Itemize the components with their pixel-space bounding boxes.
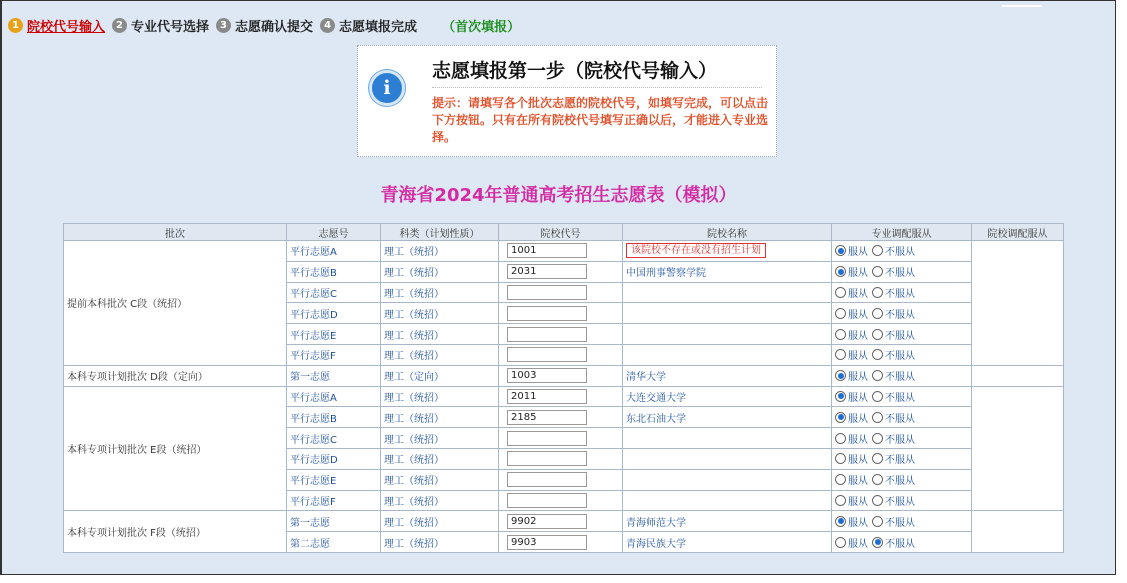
vol-no-cell: 平行志愿D bbox=[287, 303, 381, 324]
school-name-cell: 大连交通大学 bbox=[623, 386, 832, 407]
vol-no-cell: 平行志愿A bbox=[287, 386, 381, 407]
not-obey-label: 不服从 bbox=[885, 372, 915, 384]
category-cell: 理工（统招） bbox=[381, 386, 499, 407]
category-cell: 理工（统招） bbox=[381, 407, 499, 428]
info-title: 志愿填报第一步（院校代号输入） bbox=[432, 56, 762, 88]
not-obey-radio[interactable] bbox=[872, 537, 883, 548]
step-4-number-icon: 4 bbox=[320, 18, 335, 33]
obey-radio[interactable] bbox=[835, 474, 846, 485]
not-obey-label: 不服从 bbox=[885, 309, 915, 321]
category-cell: 理工（定向） bbox=[381, 365, 499, 386]
header-school-name: 院校名称 bbox=[623, 224, 832, 241]
header-vol-no: 志愿号 bbox=[287, 224, 381, 241]
school-code-input[interactable] bbox=[507, 347, 587, 362]
info-icon: i bbox=[369, 70, 405, 106]
obey-radio[interactable] bbox=[835, 516, 846, 527]
category-cell: 理工（统招） bbox=[381, 344, 499, 365]
obey-radio[interactable] bbox=[835, 349, 846, 360]
category-cell: 理工（统招） bbox=[381, 261, 499, 282]
major-adjust-cell bbox=[832, 344, 972, 365]
obey-label: 服从 bbox=[848, 247, 868, 259]
category-cell: 理工（统招） bbox=[381, 448, 499, 469]
school-name-cell: 青海师范大学 bbox=[623, 511, 832, 532]
school-code-input[interactable] bbox=[507, 327, 587, 342]
major-adjust-cell bbox=[832, 241, 972, 262]
school-code-cell bbox=[499, 428, 623, 449]
obey-radio[interactable] bbox=[835, 329, 846, 340]
school-code-cell bbox=[499, 324, 623, 345]
obey-label: 服从 bbox=[848, 496, 868, 508]
vol-no-cell: 第一志愿 bbox=[287, 511, 381, 532]
school-code-input[interactable] bbox=[507, 472, 587, 487]
major-adjust-cell bbox=[832, 448, 972, 469]
vol-no-cell: 平行志愿B bbox=[287, 261, 381, 282]
not-obey-radio[interactable] bbox=[872, 453, 883, 464]
obey-radio[interactable] bbox=[835, 433, 846, 444]
obey-radio[interactable] bbox=[835, 287, 846, 298]
category-cell: 理工（统招） bbox=[381, 282, 499, 303]
obey-radio[interactable] bbox=[835, 391, 846, 402]
obey-label: 服从 bbox=[848, 309, 868, 321]
not-obey-label: 不服从 bbox=[885, 455, 915, 467]
vol-no-cell: 第一志愿 bbox=[287, 365, 381, 386]
school-name-cell bbox=[623, 241, 832, 262]
vol-no-cell: 平行志愿F bbox=[287, 344, 381, 365]
step-3 bbox=[216, 16, 313, 35]
vol-no-cell: 第二志愿 bbox=[287, 532, 381, 553]
step-4-label: 志愿填报完成 bbox=[339, 19, 418, 35]
step-2-number-icon: 2 bbox=[112, 18, 127, 33]
info-hint: 提示：请填写各个批次志愿的院校代号，如填写完成，可以点击下方按钮。只有在所有院校代号填写正确以后，才能进入专业选择。 bbox=[432, 96, 769, 144]
school-code-input[interactable]: 2011 bbox=[507, 389, 587, 404]
school-name-cell bbox=[623, 324, 832, 345]
category-cell: 理工（统招） bbox=[381, 490, 499, 511]
step-1-number-icon: 1 bbox=[8, 18, 23, 33]
step-3-number-icon: 3 bbox=[216, 18, 231, 33]
not-obey-label: 不服从 bbox=[885, 434, 915, 446]
school-name-cell: 清华大学 bbox=[623, 365, 832, 386]
school-code-cell bbox=[499, 448, 623, 469]
step-1[interactable] bbox=[8, 16, 105, 35]
obey-label: 服从 bbox=[848, 413, 868, 425]
school-name-cell bbox=[623, 282, 832, 303]
batch-cell: 提前本科批次 C段（统招） bbox=[64, 241, 287, 366]
volunteer-table bbox=[63, 223, 1064, 553]
vol-no-cell: 平行志愿E bbox=[287, 469, 381, 490]
info-box bbox=[357, 45, 777, 157]
not-obey-radio[interactable] bbox=[872, 370, 883, 381]
school-code-cell bbox=[499, 407, 623, 428]
major-adjust-cell bbox=[832, 511, 972, 532]
table-row bbox=[64, 365, 1064, 386]
school-code-input[interactable]: 2031 bbox=[507, 264, 587, 279]
obey-label: 服从 bbox=[848, 476, 868, 488]
not-obey-radio[interactable] bbox=[872, 349, 883, 360]
school-code-cell bbox=[499, 303, 623, 324]
not-obey-label: 不服从 bbox=[885, 476, 915, 488]
not-obey-radio[interactable] bbox=[872, 516, 883, 527]
page-title: 青海省2024年普通高考招生志愿表（模拟） bbox=[380, 185, 737, 206]
top-divider bbox=[1002, 5, 1042, 7]
major-adjust-cell bbox=[832, 365, 972, 386]
not-obey-radio[interactable] bbox=[872, 433, 883, 444]
school-error-message: 该院校不存在或没有招生计划 bbox=[626, 243, 766, 258]
not-obey-label: 不服从 bbox=[885, 496, 915, 508]
school-code-input[interactable] bbox=[507, 306, 587, 321]
school-code-input[interactable] bbox=[507, 431, 587, 446]
not-obey-radio[interactable] bbox=[872, 287, 883, 298]
vol-no-cell: 平行志愿C bbox=[287, 282, 381, 303]
not-obey-radio[interactable] bbox=[872, 412, 883, 423]
category-cell: 理工（统招） bbox=[381, 241, 499, 262]
not-obey-label: 不服从 bbox=[885, 247, 915, 259]
obey-radio[interactable] bbox=[835, 266, 846, 277]
school-code-input[interactable] bbox=[507, 285, 587, 300]
school-code-input[interactable] bbox=[507, 451, 587, 466]
vol-no-cell: 平行志愿C bbox=[287, 428, 381, 449]
vol-no-cell: 平行志愿D bbox=[287, 448, 381, 469]
school-code-cell bbox=[499, 469, 623, 490]
major-adjust-cell bbox=[832, 469, 972, 490]
step-4 bbox=[320, 16, 417, 35]
major-adjust-cell bbox=[832, 324, 972, 345]
vol-no-cell: 平行志愿A bbox=[287, 241, 381, 262]
table-row bbox=[64, 511, 1064, 532]
batch-cell: 本科专项计划批次 E段（统招） bbox=[64, 386, 287, 511]
obey-label: 服从 bbox=[848, 330, 868, 342]
school-adjust-cell bbox=[972, 386, 1064, 511]
major-adjust-cell bbox=[832, 261, 972, 282]
school-name-cell: 中国刑事警察学院 bbox=[623, 261, 832, 282]
not-obey-label: 不服从 bbox=[885, 538, 915, 550]
not-obey-radio[interactable] bbox=[872, 329, 883, 340]
not-obey-label: 不服从 bbox=[885, 330, 915, 342]
school-name-cell bbox=[623, 469, 832, 490]
obey-label: 服从 bbox=[848, 288, 868, 300]
header-school-code: 院校代号 bbox=[499, 224, 623, 241]
obey-label: 服从 bbox=[848, 392, 868, 404]
category-cell: 理工（统招） bbox=[381, 428, 499, 449]
not-obey-label: 不服从 bbox=[885, 517, 915, 529]
not-obey-radio[interactable] bbox=[872, 308, 883, 319]
school-name-cell bbox=[623, 428, 832, 449]
obey-label: 服从 bbox=[848, 434, 868, 446]
school-name-cell bbox=[623, 344, 832, 365]
major-adjust-cell bbox=[832, 303, 972, 324]
school-code-input[interactable]: 9903 bbox=[507, 535, 587, 550]
not-obey-radio[interactable] bbox=[872, 266, 883, 277]
category-cell: 理工（统招） bbox=[381, 303, 499, 324]
step-3-label: 志愿确认提交 bbox=[235, 19, 314, 35]
obey-label: 服从 bbox=[848, 351, 868, 363]
step-2-label: 专业代号选择 bbox=[131, 19, 210, 35]
major-adjust-cell bbox=[832, 386, 972, 407]
school-code-cell bbox=[499, 241, 623, 262]
obey-radio[interactable] bbox=[835, 537, 846, 548]
obey-label: 服从 bbox=[848, 538, 868, 550]
obey-radio[interactable] bbox=[835, 495, 846, 506]
obey-radio[interactable] bbox=[835, 453, 846, 464]
not-obey-label: 不服从 bbox=[885, 288, 915, 300]
table-header-row bbox=[64, 224, 1064, 241]
school-code-input[interactable]: 1001 bbox=[507, 243, 587, 258]
category-cell: 理工（统招） bbox=[381, 469, 499, 490]
not-obey-radio[interactable] bbox=[872, 474, 883, 485]
major-adjust-cell bbox=[832, 282, 972, 303]
school-name-cell: 青海民族大学 bbox=[623, 532, 832, 553]
obey-label: 服从 bbox=[848, 268, 868, 280]
not-obey-radio[interactable] bbox=[872, 245, 883, 256]
major-adjust-cell bbox=[832, 490, 972, 511]
obey-label: 服从 bbox=[848, 517, 868, 529]
obey-label: 服从 bbox=[848, 455, 868, 467]
not-obey-label: 不服从 bbox=[885, 413, 915, 425]
school-name-cell bbox=[623, 303, 832, 324]
school-name-cell bbox=[623, 448, 832, 469]
not-obey-radio[interactable] bbox=[872, 495, 883, 506]
not-obey-label: 不服从 bbox=[885, 351, 915, 363]
first-fill-badge: （首次填报） bbox=[442, 19, 521, 35]
school-code-cell bbox=[499, 511, 623, 532]
school-adjust-cell bbox=[972, 241, 1064, 366]
school-code-cell bbox=[499, 532, 623, 553]
step-2 bbox=[112, 16, 209, 35]
not-obey-label: 不服从 bbox=[885, 392, 915, 404]
obey-radio[interactable] bbox=[835, 370, 846, 381]
category-cell: 理工（统招） bbox=[381, 511, 499, 532]
major-adjust-cell bbox=[832, 407, 972, 428]
header-school-adjust: 院校调配服从 bbox=[972, 224, 1064, 241]
school-name-cell bbox=[623, 490, 832, 511]
header-category: 科类（计划性质） bbox=[381, 224, 499, 241]
vol-no-cell: 平行志愿F bbox=[287, 490, 381, 511]
school-code-input[interactable]: 2185 bbox=[507, 410, 587, 425]
batch-cell: 本科专项计划批次 F段（统招） bbox=[64, 511, 287, 553]
school-code-cell bbox=[499, 282, 623, 303]
school-name-cell: 东北石油大学 bbox=[623, 407, 832, 428]
school-code-cell bbox=[499, 490, 623, 511]
school-code-cell bbox=[499, 365, 623, 386]
step-1-label[interactable]: 院校代号输入 bbox=[27, 19, 106, 35]
header-batch: 批次 bbox=[64, 224, 287, 241]
obey-label: 服从 bbox=[848, 372, 868, 384]
vol-no-cell: 平行志愿E bbox=[287, 324, 381, 345]
table-row bbox=[64, 386, 1064, 407]
category-cell: 理工（统招） bbox=[381, 532, 499, 553]
obey-radio[interactable] bbox=[835, 308, 846, 319]
school-code-input[interactable]: 9902 bbox=[507, 514, 587, 529]
school-code-cell bbox=[499, 261, 623, 282]
not-obey-label: 不服从 bbox=[885, 268, 915, 280]
vol-no-cell: 平行志愿B bbox=[287, 407, 381, 428]
batch-cell: 本科专项计划批次 D段（定向） bbox=[64, 365, 287, 386]
step-progress-bar bbox=[8, 15, 520, 35]
category-cell: 理工（统招） bbox=[381, 324, 499, 345]
school-code-input[interactable]: 1003 bbox=[507, 368, 587, 383]
obey-radio[interactable] bbox=[835, 245, 846, 256]
header-major-adjust: 专业调配服从 bbox=[832, 224, 972, 241]
school-code-cell bbox=[499, 386, 623, 407]
school-code-input[interactable] bbox=[507, 493, 587, 508]
obey-radio[interactable] bbox=[835, 412, 846, 423]
table-row bbox=[64, 241, 1064, 262]
not-obey-radio[interactable] bbox=[872, 391, 883, 402]
major-adjust-cell bbox=[832, 428, 972, 449]
school-adjust-cell bbox=[972, 365, 1064, 386]
school-adjust-cell bbox=[972, 511, 1064, 553]
major-adjust-cell bbox=[832, 532, 972, 553]
school-code-cell bbox=[499, 344, 623, 365]
